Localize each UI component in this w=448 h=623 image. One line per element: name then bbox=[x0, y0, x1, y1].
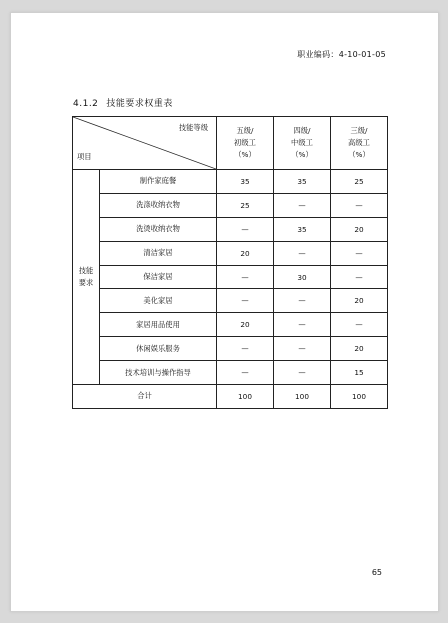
item-cell: 休闲娱乐服务 bbox=[100, 337, 217, 361]
value-cell: — bbox=[274, 361, 331, 385]
item-cell: 家居用品使用 bbox=[100, 313, 217, 337]
level-header-5 bbox=[217, 117, 274, 170]
section-title bbox=[73, 96, 173, 109]
corner-top-label: 技能等级 bbox=[178, 123, 208, 132]
value-cell: 35 bbox=[274, 170, 331, 194]
item-cell: 洗烫收纳衣物 bbox=[100, 217, 217, 241]
value-cell: — bbox=[217, 361, 274, 385]
value-cell: — bbox=[331, 241, 388, 265]
total-value-cell: 100 bbox=[217, 385, 274, 409]
group-label-line2: 要求 bbox=[78, 278, 94, 287]
value-cell: 20 bbox=[331, 289, 388, 313]
group-label-line1: 技能 bbox=[78, 266, 94, 275]
table-row bbox=[73, 313, 388, 337]
value-cell: 15 bbox=[331, 361, 388, 385]
item-cell: 保洁家居 bbox=[100, 265, 217, 289]
value-cell: — bbox=[331, 313, 388, 337]
corner-bottom-label: 项目 bbox=[77, 152, 92, 161]
job-code: 职业编码：4-10-01-05 bbox=[297, 50, 386, 59]
value-cell: — bbox=[331, 265, 388, 289]
level-3-line3: （%） bbox=[348, 150, 370, 159]
value-cell: — bbox=[217, 265, 274, 289]
table-row bbox=[73, 337, 388, 361]
value-cell: 30 bbox=[274, 265, 331, 289]
section-number: 4.1.2 bbox=[73, 99, 99, 109]
value-cell: — bbox=[274, 313, 331, 337]
total-label-cell: 合计 bbox=[73, 385, 217, 409]
level-5-line1: 五级/ bbox=[236, 126, 254, 135]
value-cell: — bbox=[217, 337, 274, 361]
value-cell: — bbox=[274, 193, 331, 217]
page-number: 65 bbox=[371, 568, 382, 577]
total-value-cell: 100 bbox=[331, 385, 388, 409]
corner-header-cell bbox=[73, 117, 217, 170]
table-row bbox=[73, 217, 388, 241]
value-cell: 20 bbox=[331, 217, 388, 241]
level-5-line2: 初级工 bbox=[234, 138, 256, 147]
table-row bbox=[73, 361, 388, 385]
item-cell: 制作家庭餐 bbox=[100, 170, 217, 194]
total-value-cell: 100 bbox=[274, 385, 331, 409]
document-page bbox=[10, 12, 439, 612]
value-cell: 25 bbox=[217, 193, 274, 217]
skill-weight-table bbox=[72, 116, 388, 409]
level-4-line3: （%） bbox=[291, 150, 313, 159]
value-cell: — bbox=[217, 289, 274, 313]
level-5-line3: （%） bbox=[234, 150, 256, 159]
item-cell: 清洁家居 bbox=[100, 241, 217, 265]
table-header-row bbox=[73, 117, 388, 170]
section-title-text: 技能要求权重表 bbox=[106, 99, 173, 109]
skill-requirement-group-cell bbox=[73, 170, 100, 385]
table-row bbox=[73, 289, 388, 313]
level-4-line1: 四级/ bbox=[293, 126, 311, 135]
value-cell: 20 bbox=[331, 337, 388, 361]
value-cell: — bbox=[217, 217, 274, 241]
value-cell: 20 bbox=[217, 241, 274, 265]
item-cell: 洗涤收纳衣物 bbox=[100, 193, 217, 217]
table-row bbox=[73, 170, 388, 194]
table-row bbox=[73, 241, 388, 265]
value-cell: 25 bbox=[331, 170, 388, 194]
item-cell: 技术培训与操作指导 bbox=[100, 361, 217, 385]
table-row bbox=[73, 265, 388, 289]
level-header-4 bbox=[274, 117, 331, 170]
total-row bbox=[73, 385, 388, 409]
value-cell: — bbox=[274, 241, 331, 265]
value-cell: — bbox=[274, 289, 331, 313]
level-header-3 bbox=[331, 117, 388, 170]
value-cell: 35 bbox=[217, 170, 274, 194]
value-cell: — bbox=[274, 337, 331, 361]
value-cell: — bbox=[331, 193, 388, 217]
value-cell: 35 bbox=[274, 217, 331, 241]
value-cell: 20 bbox=[217, 313, 274, 337]
level-3-line2: 高级工 bbox=[348, 138, 370, 147]
table-row bbox=[73, 193, 388, 217]
level-4-line2: 中级工 bbox=[291, 138, 313, 147]
level-3-line1: 三级/ bbox=[350, 126, 368, 135]
item-cell: 美化家居 bbox=[100, 289, 217, 313]
